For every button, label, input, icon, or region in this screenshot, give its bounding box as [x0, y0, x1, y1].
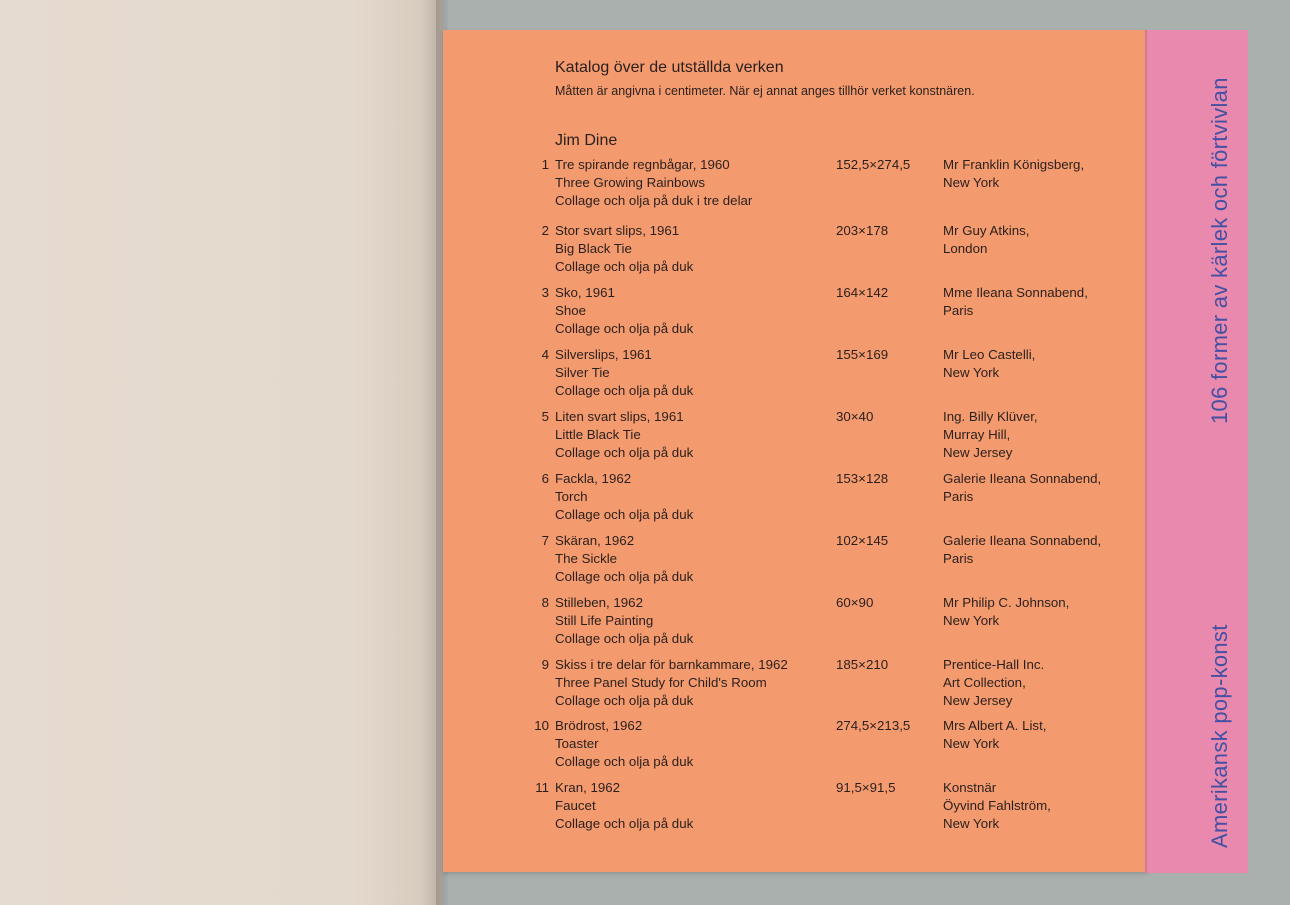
entry-dimensions: 152,5×274,5 — [836, 157, 911, 172]
entry-number: 5 — [541, 409, 549, 424]
owner-line: Mr Guy Atkins, — [943, 223, 1030, 238]
entry-title: Fackla, 1962 — [555, 471, 632, 486]
entry-english-title: Three Panel Study for Child's Room — [555, 675, 767, 690]
owner-line: New York — [943, 365, 1000, 380]
owner-line: New York — [943, 175, 1000, 190]
catalog-heading: Katalog över de utställda verken — [555, 59, 784, 76]
entry-owner — [943, 346, 1035, 382]
entry-title: Brödrost, 1962 — [555, 718, 643, 733]
entry-owner — [943, 470, 1101, 506]
catalog-entry — [530, 156, 1130, 216]
entry-medium: Collage och olja på duk — [555, 259, 694, 274]
entry-owner — [943, 717, 1046, 753]
entry-owner — [943, 408, 1038, 462]
entry-english-title: Big Black Tie — [555, 241, 632, 256]
catalog-entry — [530, 656, 1130, 716]
catalog-entry — [530, 222, 1130, 282]
entry-english-title: Three Growing Rainbows — [555, 175, 706, 190]
entry-medium: Collage och olja på duk — [555, 321, 694, 336]
entry-number: 3 — [541, 285, 549, 300]
entry-english-title: Still Life Painting — [555, 613, 654, 628]
entry-owner — [943, 594, 1069, 630]
entry-description — [555, 346, 693, 400]
entry-dimensions: 91,5×91,5 — [836, 780, 896, 795]
left-blank-page — [0, 0, 442, 905]
tab-subtitle: Amerikansk pop-konst — [1207, 624, 1232, 848]
catalog-entry — [530, 532, 1130, 592]
entry-owner — [943, 532, 1101, 568]
entry-english-title: Toaster — [555, 736, 599, 751]
entry-description — [555, 470, 693, 524]
entry-medium: Collage och olja på duk — [555, 693, 694, 708]
entry-dimensions: 203×178 — [836, 223, 889, 238]
entry-description — [555, 222, 693, 276]
catalog-entry — [530, 717, 1130, 777]
entry-description — [555, 532, 693, 586]
entry-title: Tre spirande regnbågar, 1960 — [555, 157, 730, 172]
entry-title: Sko, 1961 — [555, 285, 615, 300]
entry-medium: Collage och olja på duk — [555, 816, 694, 831]
entry-title: Stilleben, 1962 — [555, 595, 643, 610]
catalog-entry — [530, 284, 1130, 344]
entry-owner — [943, 284, 1088, 320]
entry-description — [555, 408, 693, 462]
entry-english-title: Shoe — [555, 303, 587, 318]
entry-medium: Collage och olja på duk — [555, 383, 694, 398]
entry-title: Stor svart slips, 1961 — [555, 223, 680, 238]
entry-title: Kran, 1962 — [555, 780, 621, 795]
entry-medium: Collage och olja på duk — [555, 631, 694, 646]
artist-name: Jim Dine — [555, 132, 618, 149]
catalog-entry — [530, 346, 1130, 406]
owner-line: New York — [943, 736, 1000, 751]
owner-line: Prentice-Hall Inc. — [943, 657, 1045, 672]
entry-dimensions: 274,5×213,5 — [836, 718, 911, 733]
entry-english-title: The Sickle — [555, 551, 618, 566]
entry-description — [555, 156, 752, 210]
entry-title: Skiss i tre delar för barnkammare, 1962 — [555, 657, 788, 672]
entry-number: 4 — [541, 347, 549, 362]
owner-line: Art Collection, — [943, 675, 1026, 690]
entry-title: Silverslips, 1961 — [555, 347, 652, 362]
entry-number: 2 — [541, 223, 549, 238]
owner-line: New Jersey — [943, 693, 1013, 708]
entry-description — [555, 594, 693, 648]
tab-title: 106 former av kärlek och förtvivlan — [1207, 77, 1232, 424]
catalog-entry — [530, 408, 1130, 468]
entry-title: Skäran, 1962 — [555, 533, 635, 548]
entry-number: 11 — [535, 780, 549, 795]
entry-medium: Collage och olja på duk i tre delar — [555, 193, 753, 208]
entry-number: 6 — [541, 471, 549, 486]
catalog-subheading: Måtten är angivna i centimeter. När ej annat anges tillhör verket konstnären. — [555, 84, 975, 98]
entry-medium: Collage och olja på duk — [555, 445, 694, 460]
owner-line: Galerie Ileana Sonnabend, — [943, 533, 1102, 548]
catalog-entry — [530, 594, 1130, 654]
entry-dimensions: 60×90 — [836, 595, 874, 610]
owner-line: Mr Philip C. Johnson, — [943, 595, 1070, 610]
entry-english-title: Little Black Tie — [555, 427, 641, 442]
entry-english-title: Silver Tie — [555, 365, 610, 380]
owner-line: Galerie Ileana Sonnabend, — [943, 471, 1102, 486]
owner-line: Öyvind Fahlström, — [943, 798, 1051, 813]
entry-description — [555, 656, 788, 710]
entry-dimensions: 102×145 — [836, 533, 889, 548]
owner-line: New Jersey — [943, 445, 1013, 460]
owner-line: Mr Franklin Königsberg, — [943, 157, 1085, 172]
owner-line: Mme Ileana Sonnabend, — [943, 285, 1088, 300]
owner-line: Murray Hill, — [943, 427, 1011, 442]
entry-dimensions: 164×142 — [836, 285, 889, 300]
entry-english-title: Torch — [555, 489, 588, 504]
entry-owner — [943, 656, 1044, 710]
entry-medium: Collage och olja på duk — [555, 507, 694, 522]
entry-number: 8 — [541, 595, 549, 610]
entry-english-title: Faucet — [555, 798, 596, 813]
entry-dimensions: 30×40 — [836, 409, 874, 424]
owner-line: London — [943, 241, 988, 256]
owner-line: New York — [943, 816, 1000, 831]
entry-owner — [943, 779, 1051, 833]
entry-medium: Collage och olja på duk — [555, 569, 694, 584]
owner-line: Paris — [943, 551, 974, 566]
entry-dimensions: 185×210 — [836, 657, 889, 672]
entry-title: Liten svart slips, 1961 — [555, 409, 684, 424]
catalog-entry — [530, 779, 1130, 839]
owner-line: New York — [943, 613, 1000, 628]
entry-medium: Collage och olja på duk — [555, 754, 694, 769]
entry-description — [555, 717, 693, 771]
owner-line: Mr Leo Castelli, — [943, 347, 1036, 362]
entry-dimensions: 155×169 — [836, 347, 889, 362]
owner-line: Paris — [943, 489, 974, 504]
owner-line: Mrs Albert A. List, — [943, 718, 1047, 733]
catalog-entry — [530, 470, 1130, 530]
entry-owner — [943, 156, 1084, 192]
entry-number: 1 — [541, 157, 549, 172]
owner-line: Paris — [943, 303, 974, 318]
owner-line: Ing. Billy Klüver, — [943, 409, 1038, 424]
owner-line: Konstnär — [943, 780, 997, 795]
entry-description — [555, 284, 693, 338]
entry-number: 7 — [541, 533, 549, 548]
entry-number: 10 — [534, 718, 549, 733]
entry-number: 9 — [541, 657, 549, 672]
entry-owner — [943, 222, 1029, 258]
entry-dimensions: 153×128 — [836, 471, 889, 486]
entry-description — [555, 779, 693, 833]
